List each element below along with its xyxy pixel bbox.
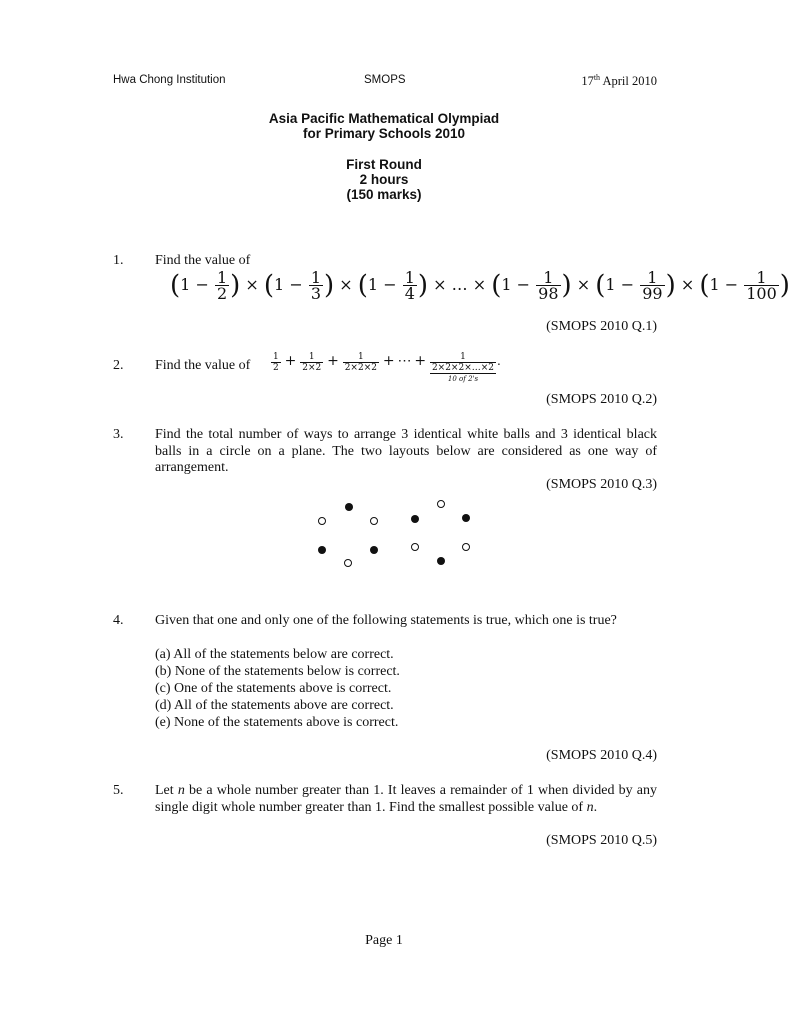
question-2-expression: $\frac{1}{2}$ + $\frac{1}{2\times 2}$ + $\frac{1}{2\times 2\times 2}$ + ⋯ + 1 2×2×2×…×2 10 of 2's . bbox=[273, 352, 501, 383]
question-3-source: (SMOPS 2010 Q.3) bbox=[546, 477, 657, 492]
title-line-2: for Primary Schools 2010 bbox=[302, 126, 466, 141]
duration-label: 2 hours bbox=[359, 172, 409, 187]
question-5-source: (SMOPS 2010 Q.5) bbox=[546, 833, 657, 848]
question-4-option-e: (e) None of the statements above is correct. bbox=[155, 715, 399, 730]
question-1-expression: (1 − $\frac{1}{2}$ ) × (1 − $\frac{1}{3}$ ) × (1 − $\frac{1}{4}$ ) × … × (1 − $\frac{1}{98}$ ) × (1 − $\frac{1}{99}$ ) × (1 − $\frac{1}{100}$ ) bbox=[170, 268, 790, 303]
question-4-source: (SMOPS 2010 Q.4) bbox=[546, 748, 657, 763]
question-1-text: Find the value of bbox=[155, 253, 251, 268]
question-4-text: Given that one and only one of the following statements is true, which one is true? bbox=[155, 613, 617, 628]
question-5-number: 5. bbox=[113, 783, 124, 798]
question-3-number: 3. bbox=[113, 427, 124, 442]
question-4-option-b: (b) None of the statements below is correct. bbox=[155, 664, 400, 679]
question-2-number: 2. bbox=[113, 358, 124, 373]
question-3-text: Find the total number of ways to arrange 3 identical white balls and 3 identical black balls in a circle on a plane. The two layouts below are considered as one way of arrangement. bbox=[155, 427, 657, 475]
white-ball bbox=[370, 517, 378, 525]
question-4-option-d: (d) All of the statements above are correct. bbox=[155, 698, 394, 713]
question-1-number: 1. bbox=[113, 253, 124, 268]
question-4-option-a: (a) All of the statements below are correct. bbox=[155, 647, 394, 662]
marks-label: (150 marks) bbox=[346, 187, 422, 202]
question-4-option-c: (c) One of the statements above is correct. bbox=[155, 681, 392, 696]
white-ball bbox=[344, 559, 352, 567]
header-date: 17th April 2010 bbox=[581, 73, 657, 89]
header-contest: SMOPS bbox=[364, 74, 406, 86]
white-ball bbox=[411, 543, 419, 551]
title-line-1: Asia Pacific Mathematical Olympiad bbox=[268, 111, 500, 126]
black-ball bbox=[370, 546, 378, 554]
black-ball bbox=[411, 515, 419, 523]
question-2-source: (SMOPS 2010 Q.2) bbox=[546, 392, 657, 407]
header-school: Hwa Chong Institution bbox=[113, 74, 226, 86]
white-ball bbox=[462, 543, 470, 551]
white-ball bbox=[437, 500, 445, 508]
black-ball bbox=[462, 514, 470, 522]
page-number: Page 1 bbox=[365, 933, 403, 948]
question-5-text: Let n be a whole number greater than 1. It leaves a remainder of 1 when divided by any single digit whole number greater than 1. Find the smallest possible value of n. bbox=[155, 783, 657, 815]
ball-arrangement-diagram bbox=[310, 495, 480, 575]
question-4-number: 4. bbox=[113, 613, 124, 628]
black-ball bbox=[318, 546, 326, 554]
white-ball bbox=[318, 517, 326, 525]
question-1-source: (SMOPS 2010 Q.1) bbox=[546, 319, 657, 334]
black-ball bbox=[345, 503, 353, 511]
round-label: First Round bbox=[346, 157, 422, 172]
black-ball bbox=[437, 557, 445, 565]
question-2-text: Find the value of bbox=[155, 358, 251, 373]
